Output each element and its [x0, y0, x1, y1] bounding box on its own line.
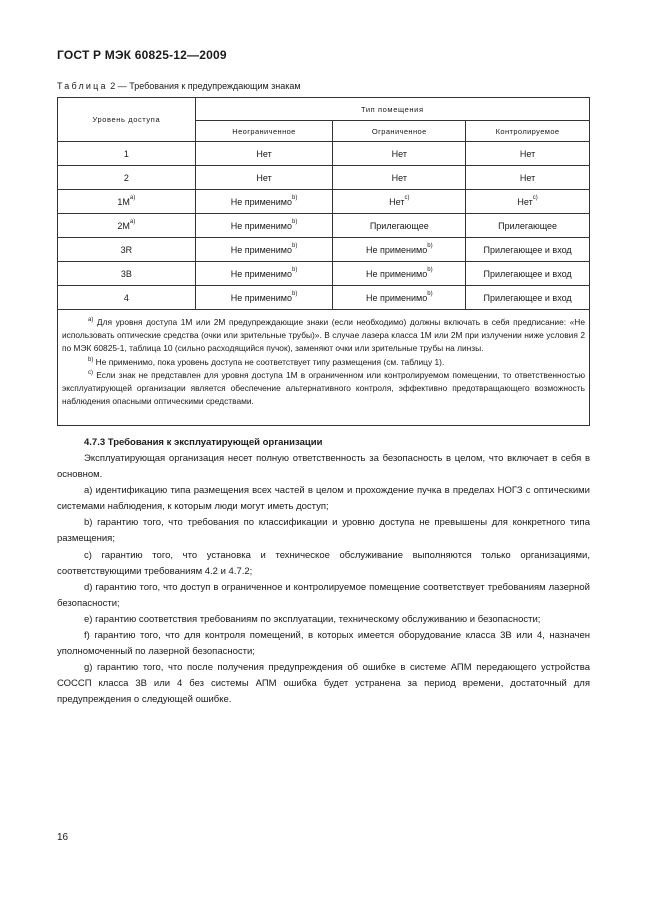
cell-restricted: Не применимо$^{b)}$ — [333, 262, 466, 286]
row-level: 4 — [58, 286, 196, 310]
row-level: 2 — [58, 166, 196, 190]
table-row — [58, 142, 590, 166]
footnote-c: $^{с)}$ Если знак не представлен для уровня доступа 1M в ограниченном или контролируемом помещении, то ответственностью эксплуатирующей организации является обеспечение альтернативного контроля, эффективно предотвращающего возможность наблюдения опасными оптическими средствами. — [62, 369, 585, 407]
row-level: 3R — [58, 238, 196, 262]
cell-unrestricted: Не применимо$^{b)}$ — [195, 214, 333, 238]
document-header: ГОСТ Р МЭК 60825-12—2009 — [57, 48, 227, 62]
paragraph: Эксплуатирующая организация несет полную ответственность за безопасность в целом, что включает в себя в основном. — [57, 453, 590, 481]
table-row — [58, 238, 590, 262]
paragraph: b) гарантию того, что требования по классификации и уровню доступа не превышены для конкретного типа размещения; — [57, 517, 590, 545]
table-row — [58, 190, 590, 214]
cell-unrestricted: Не применимо$^{b)}$ — [195, 190, 333, 214]
cell-restricted: Нет — [333, 142, 466, 166]
table-row — [58, 262, 590, 286]
table-footnotes — [58, 310, 590, 426]
caption-number: 2 — [110, 81, 116, 91]
cell-unrestricted: Нет — [195, 142, 333, 166]
cell-unrestricted: Нет — [195, 166, 333, 190]
cell-restricted: Прилегающее — [333, 214, 466, 238]
footnote-a: $^{а)}$ Для уровня доступа 1M или 2M предупреждающие знаки (если необходимо) должны включать в себя предписание: «Не использовать оптические средства (очки или зрительные трубы)». В случае лазера класса 1M или 2M при излучении ниже условия 2 по МЭК 60825-1, таблица 10 (сильно расходящийся пучок), заменяют очки или зрительные трубы на линзы. — [62, 317, 585, 354]
paragraph: e) гарантию соответствия требованиям по эксплуатации, техническому обслуживанию и безопасности; — [84, 613, 541, 625]
section-body — [57, 451, 590, 709]
caption-label: Таблица — [57, 81, 108, 91]
cell-controlled: Нет$^{с)}$ — [466, 190, 590, 214]
cell-controlled: Нет — [466, 142, 590, 166]
header-controlled: Контролируемое — [466, 121, 590, 142]
caption-title: — Требования к предупреждающим знакам — [115, 81, 301, 91]
warning-signs-table — [57, 97, 590, 426]
header-restricted: Ограниченное — [333, 121, 466, 142]
row-level: $2M^{а)}$ — [58, 214, 196, 238]
header-unrestricted: Неограниченное — [195, 121, 333, 142]
table-row — [58, 214, 590, 238]
table-caption — [57, 81, 301, 91]
section-heading: 4.7.3 Требования к эксплуатирующей организации — [84, 437, 323, 448]
row-level: 1 — [58, 142, 196, 166]
table-row — [58, 166, 590, 190]
header-access-level: Уровень доступа — [58, 98, 196, 142]
cell-unrestricted: Не применимо$^{b)}$ — [195, 286, 333, 310]
cell-controlled: Прилегающее — [466, 214, 590, 238]
footnote-b: $^{b)}$ Не применимо, пока уровень доступа не соответствует типу размещения (см. таблицу 1). — [88, 356, 445, 367]
cell-restricted: Нет$^{с)}$ — [333, 190, 466, 214]
paragraph: a) идентификацию типа размещения всех частей в целом и прохождение пучка в пределах НОГЗ с оптическими системами наблюдения, к которым люди могут иметь доступ; — [57, 485, 590, 513]
table-row — [58, 286, 590, 310]
cell-controlled: Прилегающее и вход — [466, 262, 590, 286]
cell-restricted: Не применимо$^{b)}$ — [333, 238, 466, 262]
cell-unrestricted: Не применимо$^{b)}$ — [195, 262, 333, 286]
cell-controlled: Нет — [466, 166, 590, 190]
paragraph: c) гарантию того, что установка и техническое обслуживание выполняются только организациями, соответствующими требованиям 4.2 и 4.7.2; — [57, 549, 590, 577]
row-level: $1M^{а)}$ — [58, 190, 196, 214]
cell-restricted: Нет — [333, 166, 466, 190]
cell-controlled: Прилегающее и вход — [466, 286, 590, 310]
header-room-type: Тип помещения — [195, 98, 589, 121]
row-level: 3B — [58, 262, 196, 286]
cell-controlled: Прилегающее и вход — [466, 238, 590, 262]
cell-unrestricted: Не применимо$^{b)}$ — [195, 238, 333, 262]
paragraph: g) гарантию того, что после получения предупреждения об ошибке в системе АПМ передающего устройства СОССП класса 3B или 4 без системы АПМ ошибка будет устранена за период времени, достаточный для предупреждения о следующей ошибке. — [57, 662, 590, 706]
paragraph: f) гарантию того, что для контроля помещений, в которых имеется оборудование класса 3B или 4, назначен уполномоченный по лазерной безопасности; — [57, 630, 590, 658]
cell-restricted: Не применимо$^{b)}$ — [333, 286, 466, 310]
page-number: 16 — [57, 832, 69, 843]
paragraph: d) гарантию того, что доступ в ограниченное и контролируемое помещение соответствует требованиям лазерной безопасности; — [57, 581, 590, 609]
